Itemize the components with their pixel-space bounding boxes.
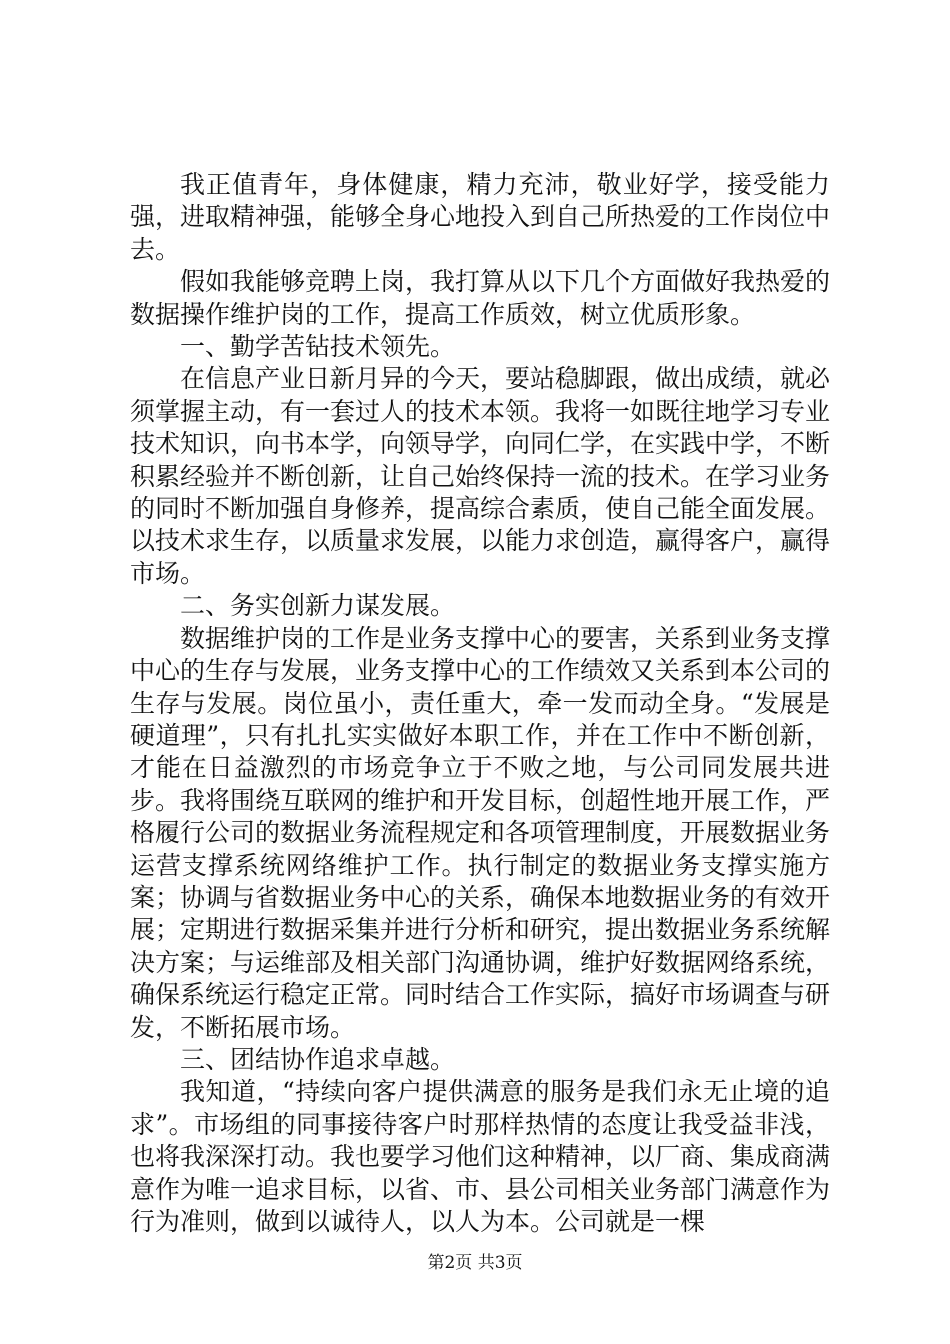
- section-heading-2: 二、务实创新力谋发展。: [180, 591, 456, 621]
- document-body: [130, 169, 830, 1238]
- page-number-footer: 第2页 共3页: [427, 1253, 523, 1273]
- paragraph-4: 数据维护岗的工作是业务支撑中心的要害，关系到业务支撑中心的生存与发展，业务支撑中心的工作绩效又关系到本公司的生存与发展。岗位虽小，责任重大，牵一发而动全身。“发展是硬道理”，只有扎扎实实做好本职工作，并在工作中不断创新，才能在日益激烈的市场竞争立于不败之地，与公司同发展共进步。我将围绕互联网的维护和开发目标，创超性地开展工作，严格履行公司的数据业务流程规定和各项管理制度，开展数据业务运营支撑系统网络维护工作。执行制定的数据业务支撑实施方案；协调与省数据业务中心的关系，确保本地数据业务的有效开展；定期进行数据采集并进行分析和研究，提出数据业务系统解决方案；与运维部及相关部门沟通协调，维护好数据网络系统，确保系统运行稳定正常。同时结合工作实际，搞好市场调查与研发，不断拓展市场。: [130, 623, 831, 1042]
- paragraph-2: 假如我能够竞聘上岗，我打算从以下几个方面做好我热爱的数据操作维护岗的工作，提高工作质效，树立优质形象。: [130, 267, 831, 329]
- section-heading-3: 三、团结协作追求卓越。: [180, 1044, 456, 1074]
- paragraph-3: 在信息产业日新月异的今天，要站稳脚跟，做出成绩，就必须掌握主动，有一套过人的技术本领。我将一如既往地学习专业技术知识，向书本学，向领导学，向同仁学，在实践中学，不断积累经验并不断创新，让自己始终保持一流的技术。在学习业务的同时不断加强自身修养，提高综合素质，使自己能全面发展。以技术求生存，以质量求发展，以能力求创造，赢得客户，赢得市场。: [130, 364, 831, 588]
- section-heading-1: 一、勤学苦钻技术领先。: [180, 332, 456, 362]
- paragraph-5: 我知道，“持续向客户提供满意的服务是我们永无止境的追求”。市场组的同事接待客户时那样热情的态度让我受益非浅，也将我深深打动。我也要学习他们这种精神，以厂商、集成商满意作为唯一追求目标，以省、市、县公司相关业务部门满意作为行为准则，做到以诚待人，以人为本。公司就是一棵: [130, 1077, 831, 1236]
- paragraph-1: 我正值青年，身体健康，精力充沛，敬业好学，接受能力强，进取精神强，能够全身心地投入到自己所热爱的工作岗位中去。: [130, 170, 831, 264]
